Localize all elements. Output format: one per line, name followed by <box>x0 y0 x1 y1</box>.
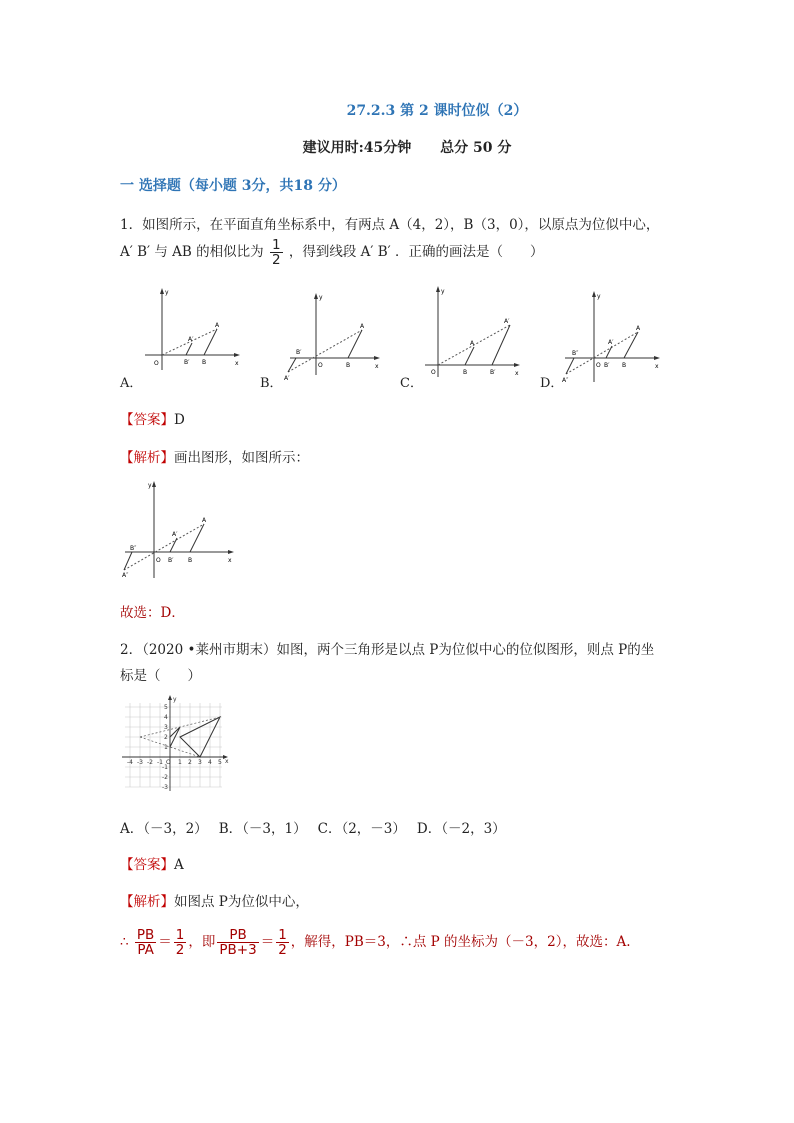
svg-text:B′: B′ <box>184 359 190 366</box>
svg-text:3: 3 <box>164 724 168 731</box>
svg-text:A: A <box>202 517 207 524</box>
q2-line1: 2．（2020 •莱州市期末）如图，两个三角形是以点 P为位似中心的位似图形，则点 P的坐 <box>120 642 655 658</box>
svg-text:B: B <box>202 359 207 366</box>
q2-answer <box>120 853 184 873</box>
svg-text:A′: A′ <box>284 375 290 380</box>
svg-text:y: y <box>173 696 177 703</box>
svg-text:A″: A″ <box>122 572 129 579</box>
q1-option-b[interactable]: B． <box>260 376 283 391</box>
svg-text:y: y <box>597 293 601 300</box>
svg-text:1: 1 <box>178 759 182 766</box>
svg-text:O: O <box>596 362 601 369</box>
svg-text:A: A <box>636 325 641 332</box>
svg-text:B′: B′ <box>168 557 174 564</box>
svg-text:-2: -2 <box>147 759 153 766</box>
page-title: 27.2.3 第 2 课时位似（2） <box>346 103 528 119</box>
svg-text:1: 1 <box>164 744 168 751</box>
svg-text:y: y <box>441 288 445 295</box>
q1-figure-c <box>420 285 525 380</box>
q1-analysis-figure <box>120 478 235 583</box>
svg-text:3: 3 <box>198 759 202 766</box>
svg-text:O: O <box>431 369 436 376</box>
svg-text:A″: A″ <box>562 377 569 384</box>
q2-grid-figure <box>120 695 230 795</box>
svg-text:2: 2 <box>164 734 168 741</box>
svg-text:y: y <box>165 289 169 296</box>
analysis-text: 如图点 P为位似中心， <box>174 894 309 910</box>
svg-text:B: B <box>346 362 351 369</box>
analysis-text: 画出图形，如图所示： <box>174 450 309 466</box>
page-subtitle <box>0 137 794 157</box>
svg-text:-1: -1 <box>157 759 163 766</box>
svg-text:-2: -2 <box>162 774 168 781</box>
q1-option-c[interactable]: C． <box>400 376 423 391</box>
svg-text:B: B <box>188 557 193 564</box>
svg-text:B: B <box>622 362 627 369</box>
svg-text:5: 5 <box>164 704 168 711</box>
svg-text:-1: -1 <box>162 764 168 771</box>
q1-option-d[interactable]: D． <box>540 376 564 391</box>
answer-tag: 【答案】 <box>120 857 174 873</box>
svg-text:x: x <box>515 370 519 377</box>
section-heading: 一 选择题（每小题 3分，共18 分） <box>120 178 346 194</box>
svg-text:B′: B′ <box>490 369 496 376</box>
score-label: 总分 50 分 <box>440 140 512 156</box>
svg-text:B″: B″ <box>572 350 579 357</box>
svg-text:A′: A′ <box>172 531 178 538</box>
svg-text:x: x <box>228 557 232 564</box>
answer-value: A <box>174 857 184 873</box>
analysis-tag: 【解析】 <box>120 450 174 466</box>
q1-figure-d <box>560 290 665 385</box>
time-label: 建议用时:45分钟 <box>302 140 412 156</box>
svg-text:4: 4 <box>208 759 212 766</box>
q2-formula: ∴ $\frac{PB}{PA}$ ＝ $\frac{1}{2}$ ，即 $\frac{PB}{PB+3}$ ＝ $\frac{1}{2}$ ，解得，PB＝3，∴点 P 的坐标为（－3，2），故选：A. <box>120 927 631 959</box>
q1-line1: 1．如图所示，在平面直角坐标系中，有两点 A（4，2），B（3，0），以原点为位似中心， <box>120 217 660 233</box>
svg-text:-3: -3 <box>137 759 143 766</box>
q1-line2 <box>120 238 544 267</box>
q2-analysis <box>120 890 309 910</box>
svg-text:B′: B′ <box>296 349 302 356</box>
svg-text:x: x <box>375 363 379 370</box>
svg-text:A: A <box>360 323 365 330</box>
q2-options[interactable]: A．（－3，2） B．（－3，1） C．（2，－3） D．（－2，3） <box>120 821 506 837</box>
q1-text-a: A′ B′ 与 AB 的相似比为 <box>120 244 264 261</box>
q1-fraction: $\frac{1}{2}$ <box>271 237 281 269</box>
svg-text:4: 4 <box>164 714 168 721</box>
svg-text:O: O <box>154 360 159 367</box>
q1-analysis <box>120 446 309 466</box>
svg-text:x: x <box>225 758 229 765</box>
svg-text:O: O <box>166 759 171 766</box>
q1-text-b: ，得到线段 A′ B′ ．正确的画法是（ ） <box>288 244 544 261</box>
svg-text:x: x <box>655 363 659 370</box>
svg-text:-4: -4 <box>127 759 133 766</box>
svg-text:O: O <box>318 362 323 369</box>
svg-text:A′: A′ <box>608 339 614 346</box>
q1-option-a[interactable]: A． <box>120 376 143 391</box>
svg-text:O: O <box>156 557 161 564</box>
svg-text:A: A <box>470 340 475 347</box>
q1-figure-a <box>140 285 245 375</box>
svg-text:-3: -3 <box>162 784 168 791</box>
q1-figure-b <box>280 290 385 380</box>
svg-text:B′: B′ <box>604 362 610 369</box>
svg-text:A: A <box>215 322 220 329</box>
q1-conclusion: 故选：D． <box>120 605 185 621</box>
svg-text:A′: A′ <box>188 336 194 343</box>
svg-text:x: x <box>235 360 239 367</box>
svg-text:B″: B″ <box>130 545 137 552</box>
svg-text:5: 5 <box>218 759 222 766</box>
svg-text:y: y <box>148 482 152 489</box>
svg-text:A′: A′ <box>504 318 510 325</box>
svg-text:2: 2 <box>188 759 192 766</box>
analysis-tag: 【解析】 <box>120 894 174 910</box>
answer-tag: 【答案】 <box>120 412 174 428</box>
svg-text:y: y <box>319 294 323 301</box>
q1-answer <box>120 408 185 428</box>
svg-text:B: B <box>463 369 468 376</box>
answer-value: D <box>174 412 185 428</box>
q2-line2: 标是（ ） <box>120 668 201 684</box>
